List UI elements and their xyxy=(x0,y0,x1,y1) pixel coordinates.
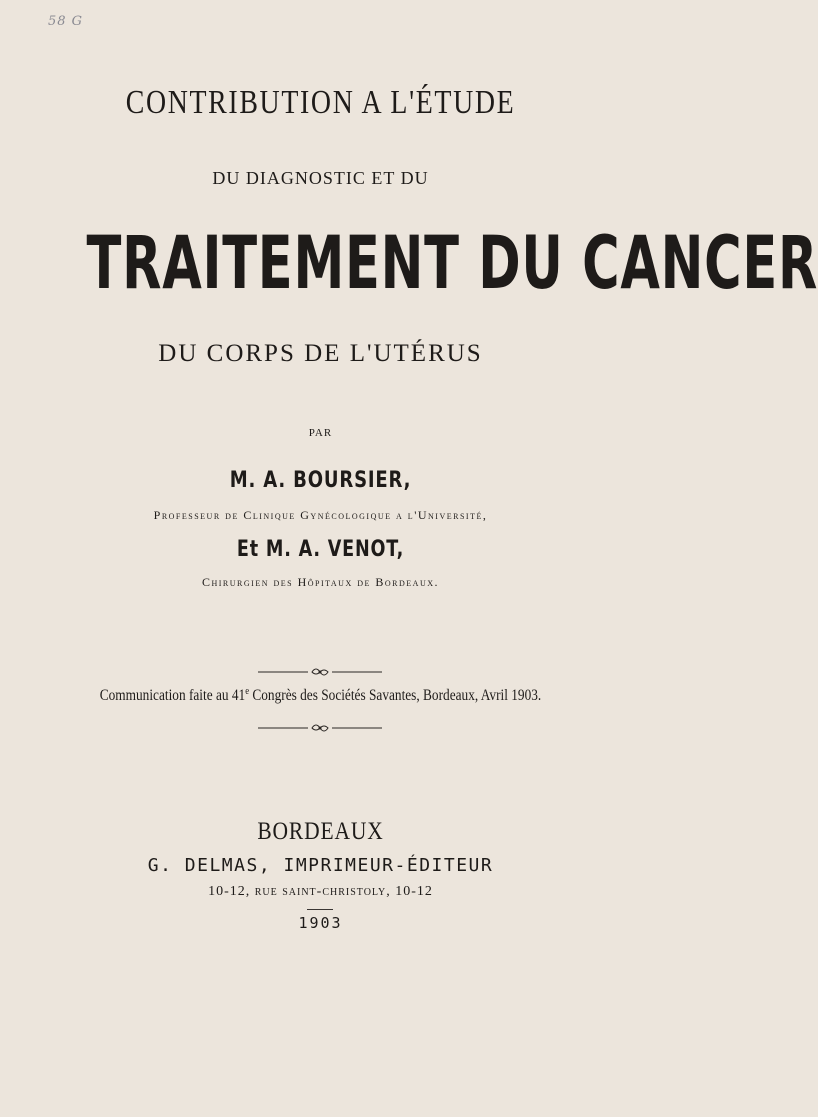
communication-superscript: e xyxy=(245,686,250,697)
imprint-year: 1903 xyxy=(298,914,343,932)
author-venot: Et M. A. VENOT, xyxy=(236,537,405,562)
ornament-divider-top xyxy=(0,665,641,679)
by-label: PAR xyxy=(308,427,333,439)
handwritten-shelf-mark: 58 G xyxy=(48,14,84,29)
title-line-traitement: TRAITEMENT DU CANCER xyxy=(86,219,818,307)
communication-text-end: Congrès des Sociétés Savantes, Bordeaux, Avril 1903. xyxy=(249,687,542,705)
author-boursier-role: Professeur de Clinique Gynécologique a l'Université, xyxy=(153,508,488,522)
imprint-address: 10-12, rue saint-christoly, 10-12 xyxy=(208,884,433,899)
communication-text-start: Communication faite au 41 xyxy=(99,687,246,705)
imprint-city: BORDEAUX xyxy=(257,818,384,845)
title-line-corps: DU CORPS DE L'UTÉRUS xyxy=(158,340,483,367)
communication-note xyxy=(45,686,596,705)
author-venot-role: Chirurgien des Hôpitaux de Bordeaux. xyxy=(201,575,440,589)
title-line-contribution: CONTRIBUTION A L'ÉTUDE xyxy=(125,84,516,121)
author-boursier: M. A. BOURSIER, xyxy=(229,468,412,493)
ornament-divider-bottom xyxy=(0,721,641,735)
imprint-rule xyxy=(307,909,333,910)
title-line-diagnostic: DU DIAGNOSTIC ET DU xyxy=(212,168,429,188)
imprint-publisher: G. DELMAS, IMPRIMEUR-ÉDITEUR xyxy=(147,855,494,876)
